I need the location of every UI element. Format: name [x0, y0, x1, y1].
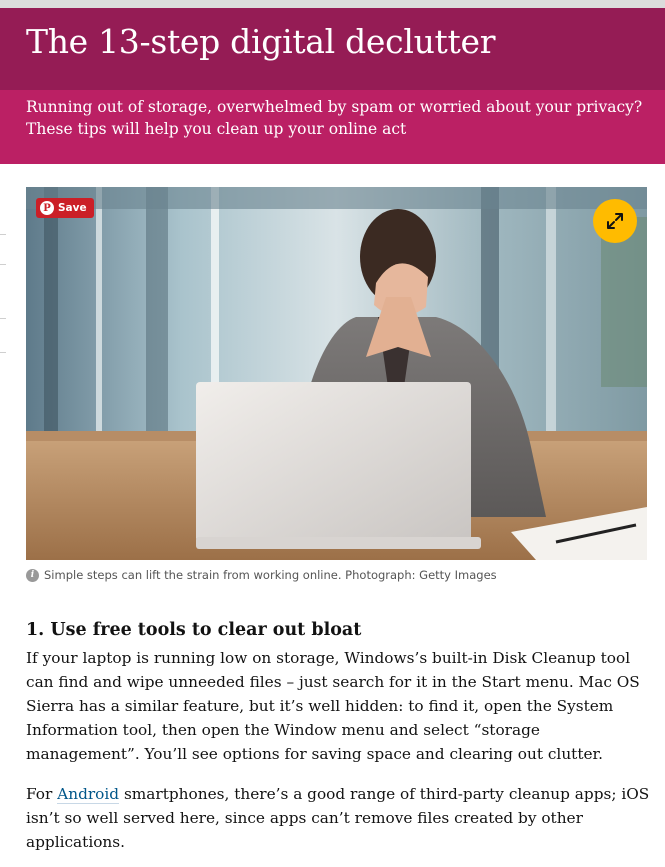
office-photo-illustration [26, 187, 647, 560]
pinterest-save-button[interactable] [36, 198, 94, 218]
article-headline: The 13-step digital declutter [26, 22, 496, 61]
expand-icon [605, 211, 625, 231]
section-heading-1: 1. Use free tools to clear out bloat [26, 620, 362, 640]
android-link[interactable]: Android [57, 785, 120, 803]
edge-mark [0, 234, 6, 235]
edge-mark [0, 264, 6, 265]
pinterest-icon: P [40, 201, 54, 215]
info-icon: i [26, 569, 39, 582]
expand-image-button[interactable] [593, 199, 637, 243]
body-paragraph-1: If your laptop is running low on storage, Windows’s built-in Disk Cleanup tool can find and wipe unneeded files – just search for it in the Start menu. Mac OS Sierra has a similar feature, but it’s well hidden: to find it, open the System Information tool, then open the Window menu and select “storage management”. You’ll see options for saving space and clearing out clutter. [26, 649, 640, 763]
caption-text: Simple steps can lift the strain from working online. Photograph: Getty Images [44, 568, 497, 582]
top-strip [0, 0, 665, 8]
para-2-text-after: smartphones, there’s a good range of third-party cleanup apps; iOS isn’t so well served here, since apps can’t remove files created by other applications. [26, 785, 650, 851]
para-2-text-before: For [26, 785, 58, 803]
body-paragraph-2 [26, 782, 651, 854]
standfirst-band [0, 90, 665, 164]
headline-band [0, 8, 665, 90]
save-label: Save [58, 202, 87, 214]
image-caption [26, 568, 647, 582]
article-main-image [26, 187, 647, 560]
edge-mark [0, 318, 6, 319]
edge-mark [0, 352, 6, 353]
article-standfirst: Running out of storage, overwhelmed by spam or worried about your privacy? These tips will help you clean up your online act [26, 98, 643, 138]
